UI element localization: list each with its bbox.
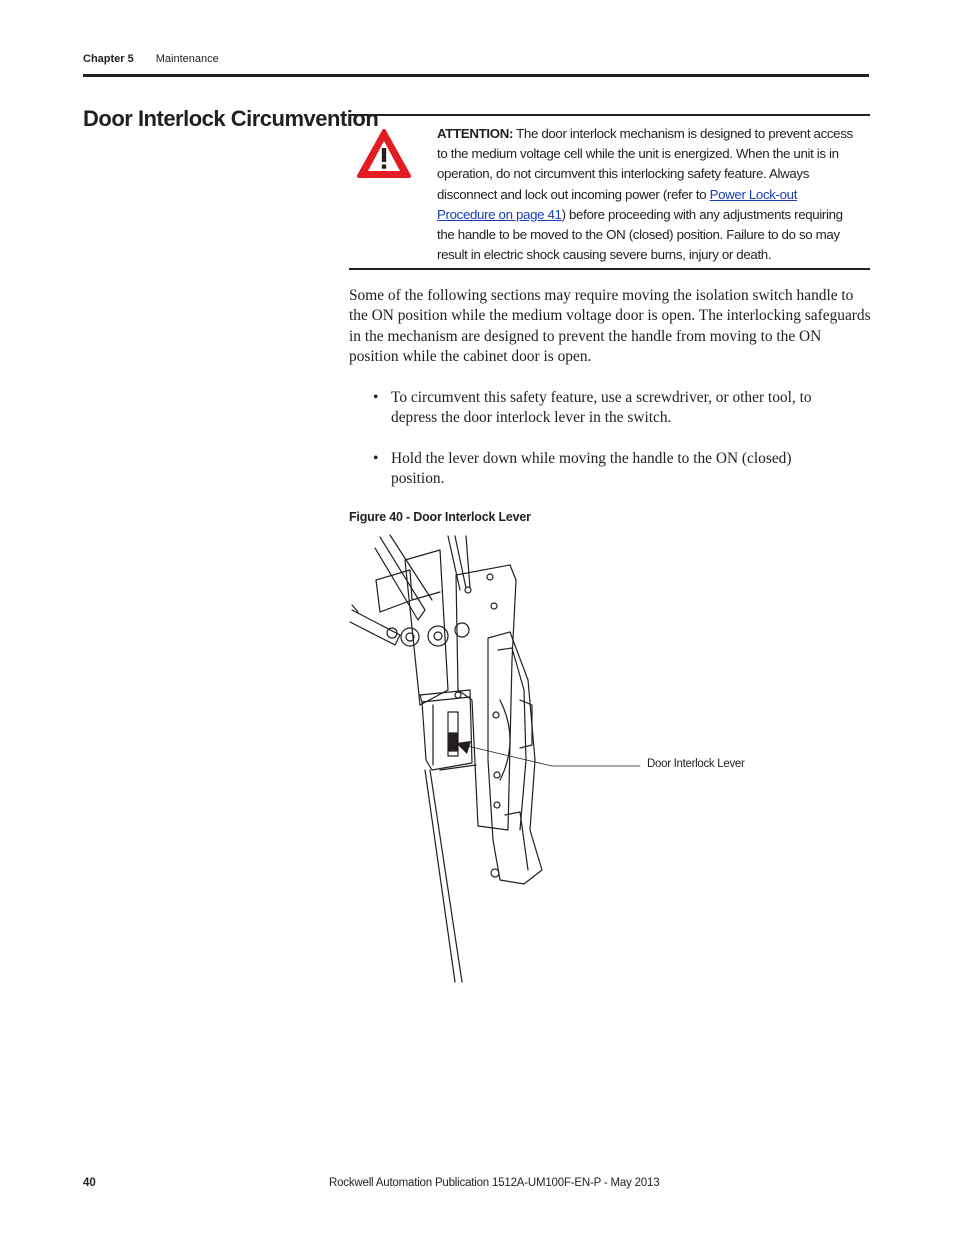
attention-body-part-2: ) before proceeding with any adjustments requiring the handle to be moved to the ON (closed) position. Failure to do so may result in electric shock causing severe burns, injury or death. bbox=[437, 206, 843, 263]
lockout-procedure-link[interactable]: Power Lock-out Procedure on page 41 bbox=[437, 186, 798, 222]
publication-footer: Rockwell Automation Publication 1512A-UM100F-EN-P - May 2013 bbox=[329, 1177, 660, 1189]
bullet-dot: • bbox=[373, 389, 379, 406]
attention-body-part-1: The door interlock mechanism is designed to prevent access to the medium voltage cell while the unit is energized. When the unit is in operation, do not circumvent this interlocking safety feature. Always disconnect and lock out incoming power (refer to bbox=[437, 126, 853, 202]
running-header bbox=[83, 53, 219, 65]
bullet-dot: • bbox=[373, 450, 379, 467]
section-title: Door Interlock Circumvention bbox=[83, 106, 379, 131]
intro-paragraph: Some of the following sections may require moving the isolation switch handle to the ON position while the medium voltage door is open. The interlocking safeguards in the mechanism are designed to prevent the handle from moving to the ON position while the cabinet door is open. bbox=[349, 287, 871, 365]
bullet-item bbox=[373, 388, 843, 429]
callout-label: Door Interlock Lever bbox=[647, 758, 745, 770]
attention-box bbox=[349, 114, 870, 270]
warning-triangle-icon bbox=[356, 128, 412, 185]
attention-text bbox=[437, 124, 857, 265]
page-number: 40 bbox=[83, 1177, 96, 1189]
attention-lead: ATTENTION: bbox=[437, 126, 514, 141]
header-rule bbox=[83, 74, 869, 77]
bullet-text: To circumvent this safety feature, use a screwdriver, or other tool, to depress the door interlock lever in the switch. bbox=[391, 389, 812, 427]
section-label: Maintenance bbox=[155, 53, 219, 65]
chapter-label: Chapter 5 bbox=[83, 53, 134, 65]
figure-caption: Figure 40 - Door Interlock Lever bbox=[349, 510, 531, 524]
bullet-text: Hold the lever down while moving the handle to the ON (closed) position. bbox=[391, 450, 792, 488]
bullet-item bbox=[373, 449, 843, 490]
